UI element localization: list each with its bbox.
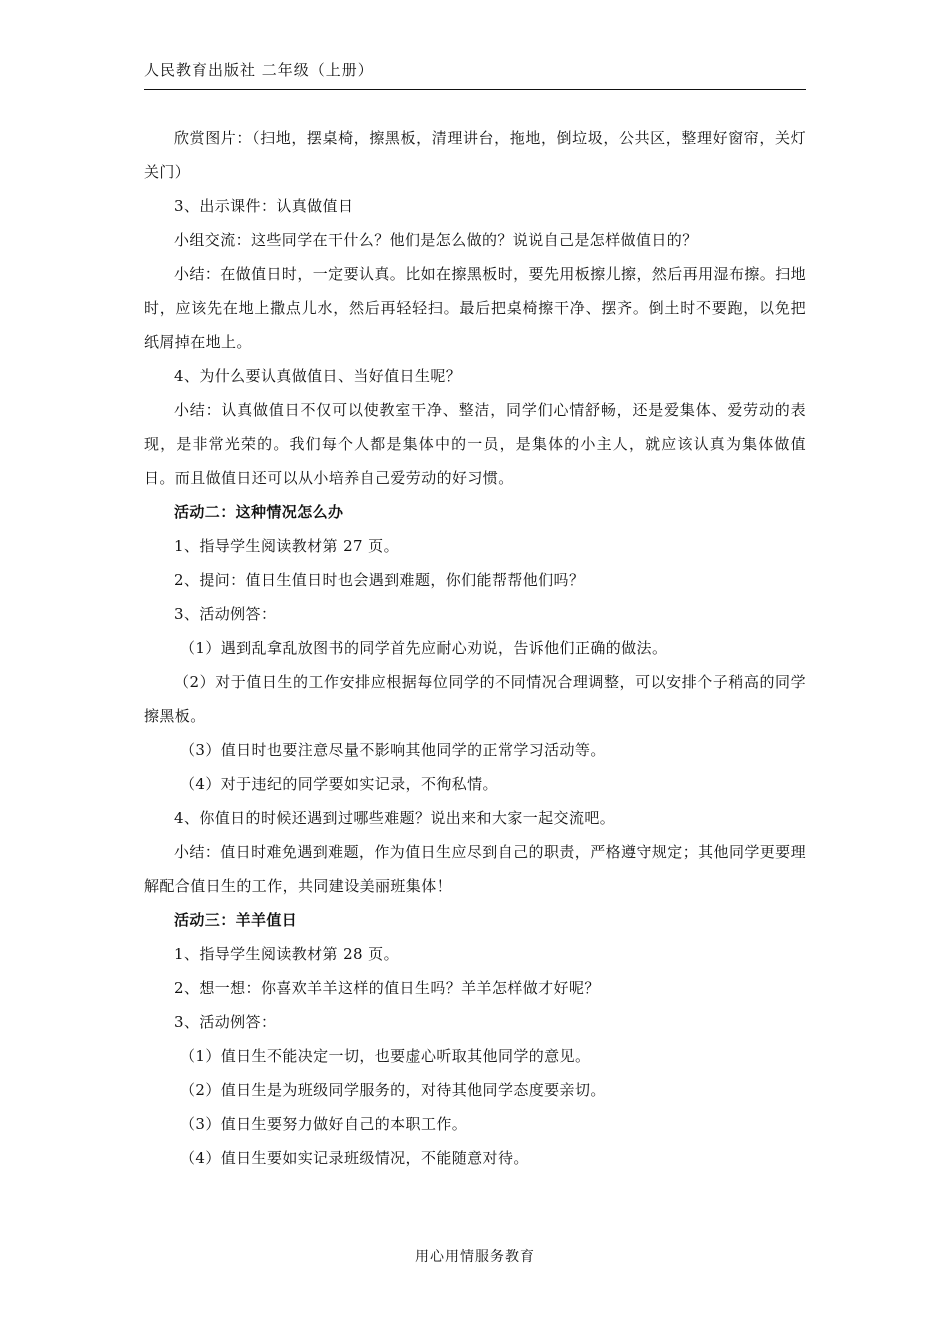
list-item-answer-2: （2）对于值日生的工作安排应根据每位同学的不同情况合理调整，可以安排个子稍高的同学擦黑板。 xyxy=(144,673,806,725)
list-item-answer-3: （3）值日生要努力做好自己的本职工作。 xyxy=(180,1115,468,1133)
list-item-answer-3: （3）值日时也要注意尽量不影响其他同学的正常学习活动等。 xyxy=(180,741,606,759)
paragraph-step-3-courseware: 3、出示课件：认真做值日 xyxy=(174,197,354,215)
list-item-answer-1: （1）遇到乱拿乱放图书的同学首先应耐心劝说，告诉他们正确的做法。 xyxy=(180,639,668,657)
list-item-answer-4: （4）值日生要如实记录班级情况，不能随意对待。 xyxy=(180,1149,529,1167)
paragraph-summary-1: 小结：在做值日时，一定要认真。比如在擦黑板时，要先用板擦儿擦，然后再用湿布擦。扫地时，应该先在地上撒点儿水，然后再轻轻扫。最后把桌椅擦干净、摆齐。倒土时不要跑，以免把纸屑掉在地上。 xyxy=(144,265,806,351)
page-header: 人民教育出版社 二年级（上册） xyxy=(144,61,374,79)
page-footer: 用心用情服务教育 xyxy=(415,1249,535,1265)
paragraph-appreciate-pictures: 欣赏图片：（扫地，摆桌椅，擦黑板，清理讲台，拖地，倒垃圾，公共区，整理好窗帘，关灯关门） xyxy=(144,129,806,181)
section-heading-activity-2: 活动二：这种情况怎么办 xyxy=(174,503,344,521)
document-body xyxy=(144,121,806,1175)
paragraph-activity-2-step-2: 2、提问：值日生值日时也会遇到难题，你们能帮帮他们吗？ xyxy=(174,571,585,589)
paragraph-activity-2-step-4: 4、你值日的时候还遇到过哪些难题？说出来和大家一起交流吧。 xyxy=(174,809,616,827)
paragraph-activity-3-step-2: 2、想一想：你喜欢羊羊这样的值日生吗？羊羊怎样做才好呢？ xyxy=(174,979,600,997)
paragraph-group-discussion: 小组交流：这些同学在干什么？他们是怎么做的？说说自己是怎样做值日的？ xyxy=(174,231,698,249)
paragraph-activity-2-step-1: 1、指导学生阅读教材第 27 页。 xyxy=(174,537,399,555)
list-item-answer-1: （1）值日生不能决定一切，也要虚心听取其他同学的意见。 xyxy=(180,1047,591,1065)
list-item-answer-4: （4）对于违纪的同学要如实记录，不徇私情。 xyxy=(180,775,498,793)
paragraph-activity-3-step-3: 3、活动例答： xyxy=(174,1013,277,1031)
paragraph-summary-2: 小结：认真做值日不仅可以使教室干净、整洁，同学们心情舒畅，还是爱集体、爱劳动的表现，是非常光荣的。我们每个人都是集体中的一员，是集体的小主人，就应该认真为集体做值日。而且做值日还可以从小培养自己爱劳动的好习惯。 xyxy=(144,401,806,487)
paragraph-summary-3: 小结：值日时难免遇到难题，作为值日生应尽到自己的职责，严格遵守规定；其他同学更要理解配合值日生的工作，共同建设美丽班集体！ xyxy=(144,843,806,895)
paragraph-activity-2-step-3: 3、活动例答： xyxy=(174,605,277,623)
list-item-answer-2: （2）值日生是为班级同学服务的，对待其他同学态度要亲切。 xyxy=(180,1081,606,1099)
paragraph-activity-3-step-1: 1、指导学生阅读教材第 28 页。 xyxy=(174,945,399,963)
section-heading-activity-3: 活动三：羊羊值日 xyxy=(174,911,298,929)
header-divider xyxy=(144,89,806,90)
paragraph-step-4-question: 4、为什么要认真做值日、当好值日生呢？ xyxy=(174,367,462,385)
